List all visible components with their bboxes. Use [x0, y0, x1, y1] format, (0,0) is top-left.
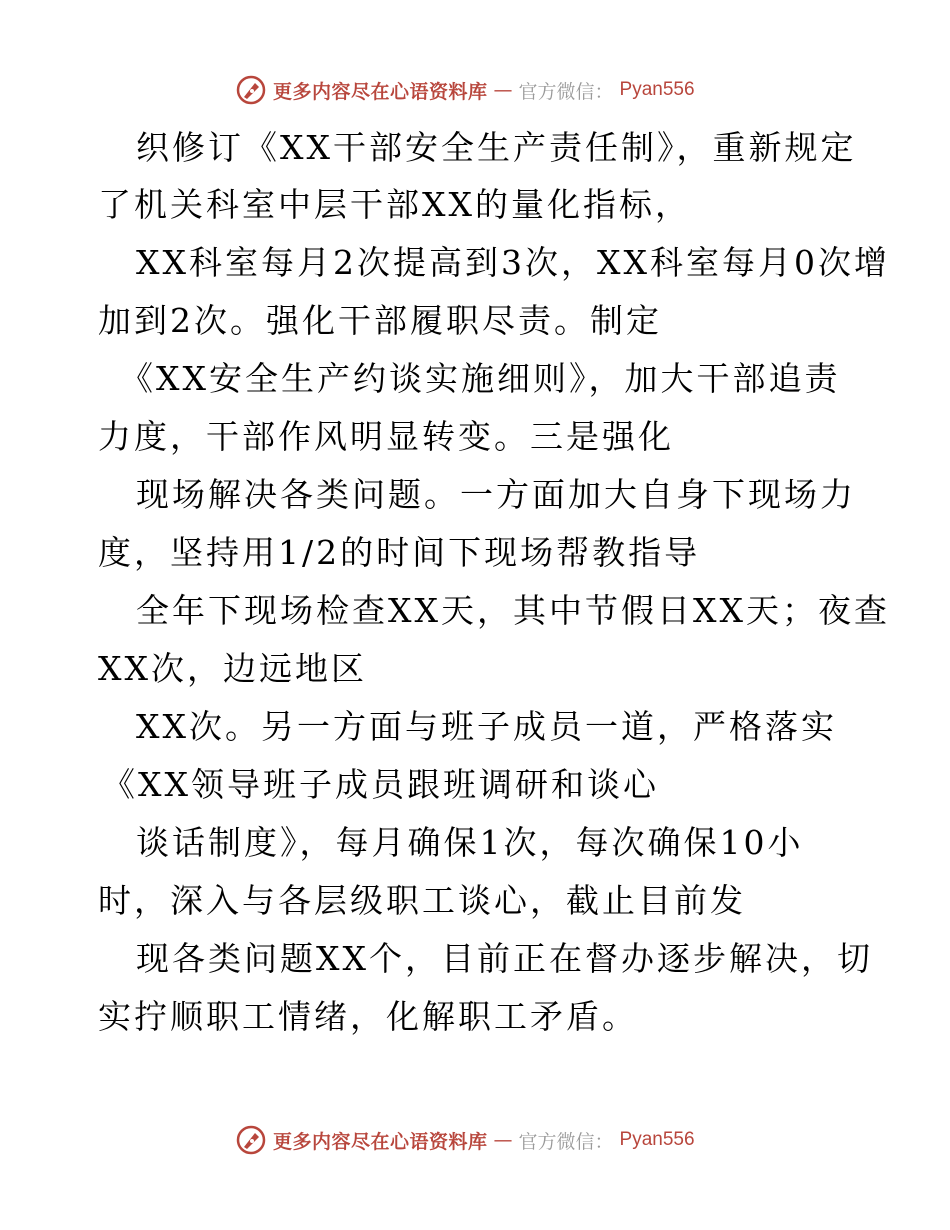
text-line: 了机关科室中层干部XX的量化指标， — [98, 185, 691, 224]
text-line: XX次，边远地区 — [98, 649, 367, 688]
text-line: 力度，干部作风明显转变。三是强化 — [98, 417, 674, 456]
watermark-brand: 更多内容尽在心语资料库 — [273, 80, 488, 103]
watermark-wechat-id: Pyan556 — [619, 79, 695, 100]
text-line: 现各类问题XX个，目前正在督办逐步解决，切 — [136, 939, 873, 978]
watermark-separator: — — [493, 79, 513, 101]
watermark-brand: 更多内容尽在心语资料库 — [273, 1130, 488, 1153]
text-line: XX次。另一方面与班子成员一道，严格落实 — [136, 707, 837, 746]
text-line: 实拧顺职工情绪，化解职工矛盾。 — [98, 997, 638, 1036]
footer-watermark — [235, 1123, 755, 1157]
pen-nib-circle-icon — [235, 74, 267, 106]
text-line: 现场解决各类问题。一方面加大自身下现场力 — [136, 475, 856, 514]
watermark-label: 官方微信： — [518, 80, 614, 103]
text-line: 度，坚持用1/2的时间下现场帮教指导 — [98, 533, 701, 572]
text-line: XX科室每月2次提高到3次，XX科室每月0次增 — [136, 243, 890, 282]
header-watermark — [235, 73, 755, 107]
text-line: 全年下现场检查XX天，其中节假日XX天；夜查 — [136, 591, 890, 630]
text-line: 《XX领导班子成员跟班调研和谈心 — [102, 765, 659, 804]
text-line: 谈话制度》，每月确保1次，每次确保10小 — [136, 823, 804, 862]
watermark-label: 官方微信： — [518, 1130, 614, 1153]
text-line: 加到2次。强化干部履职尽责。制定 — [98, 301, 662, 340]
text-line: 织修订《XX干部安全生产责任制》，重新规定 — [136, 128, 857, 167]
watermark-wechat-id: Pyan556 — [619, 1129, 695, 1150]
watermark-separator: — — [493, 1129, 513, 1151]
text-line: 时，深入与各层级职工谈心，截止目前发 — [98, 881, 746, 920]
pen-nib-circle-icon — [235, 1124, 267, 1156]
text-line: 《XX安全生产约谈实施细则》，加大干部追责 — [120, 359, 841, 398]
